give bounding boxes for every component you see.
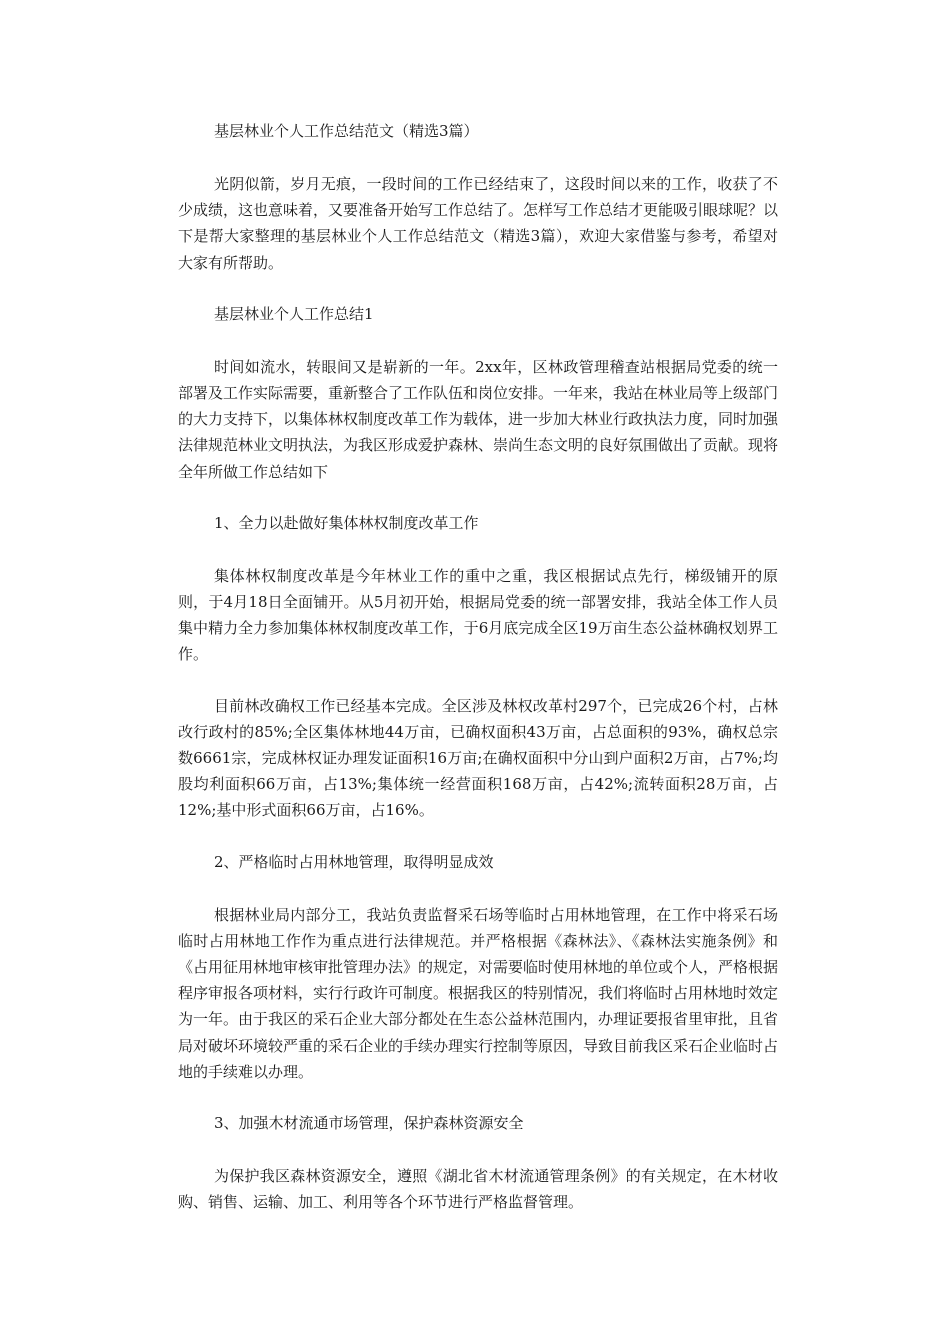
subheading-2: 2、严格临时占用林地管理，取得明显成效 bbox=[214, 852, 494, 871]
paragraph-3: 目前林改确权工作已经基本完成。全区涉及林权改革村297个，已完成26个村，占林改行政村的85%;全区集体林地44万亩，已确权面积43万亩，占总面积的93%，确权总宗数6661宗，完成林权证办理发证面积16万亩;在确权面积中分山到户面积2万亩，占7%;均股均利面积66万亩，占13%;集体统一经营面积168万亩，占42%;流转面积28万亩，占12%;基中形式面积66万亩，占16%。 bbox=[178, 696, 778, 820]
paragraph-4: 根据林业局内部分工，我站负责监督采石场等临时占用林地管理，在工作中将采石场临时占用林地工作作为重点进行法律规范。并严格根据《森林法》、《森林法实施条例》和《占用征用林地审核审批管理办法》的规定，对需要临时使用林地的单位或个人，严格根据程序审报各项材料，实行行政许可制度。根据我区的特别情况，我们将临时占用林地时效定为一年。由于我区的采石企业大部分都处在生态公益林范围内，办理证要报省里审批，且省局对破坏环境较严重的采石企业的手续办理实行控制等原因，导致目前我区采石企业临时占地的手续难以办理。 bbox=[178, 905, 779, 1081]
subheading-3: 3、加强木材流通市场管理，保护森林资源安全 bbox=[214, 1114, 524, 1133]
paragraph-1: 时间如流水，转眼间又是崭新的一年。2xx年，区林政管理稽查站根据局党委的统一部署及工作实际需要，重新整合了工作队伍和岗位安排。一年来，我站在林业局等上级部门的大力支持下，以集体林权制度改革工作为载体，进一步加大林业行政执法力度，同时加强法律规范林业文明执法，为我区形成爱护森林、崇尚生态文明的良好氛围做出了贡献。现将全年所做工作总结如下 bbox=[178, 357, 779, 481]
section-title: 基层林业个人工作总结1 bbox=[214, 304, 374, 323]
document-title: 基层林业个人工作总结范文（精选3篇） bbox=[214, 122, 479, 140]
intro-paragraph: 光阴似箭，岁月无痕，一段时间的工作已经结束了，这段时间以来的工作，收获了不少成绩，这也意味着，又要准备开始写工作总结了。怎样写工作总结才更能吸引眼球呢？以下是帮大家整理的基层林业个人工作总结范文（精选3篇），欢迎大家借鉴与参考，希望对大家有所帮助。 bbox=[178, 175, 779, 272]
subheading-1: 1、全力以赴做好集体林权制度改革工作 bbox=[214, 513, 479, 532]
paragraph-5: 为保护我区森林资源安全，遵照《湖北省木材流通管理条例》的有关规定，在木材收购、销售、运输、加工、利用等各个环节进行严格监督管理。 bbox=[178, 1167, 778, 1212]
document-page bbox=[178, 118, 778, 1215]
paragraph-2: 集体林权制度改革是今年林业工作的重中之重，我区根据试点先行，梯级铺开的原则，于4月18日全面铺开。从5月初开始，根据局党委的统一部署安排，我站全体工作人员集中精力全力参加集体林权制度改革工作，于6月底完成全区19万亩生态公益林确权划界工作。 bbox=[178, 566, 778, 664]
